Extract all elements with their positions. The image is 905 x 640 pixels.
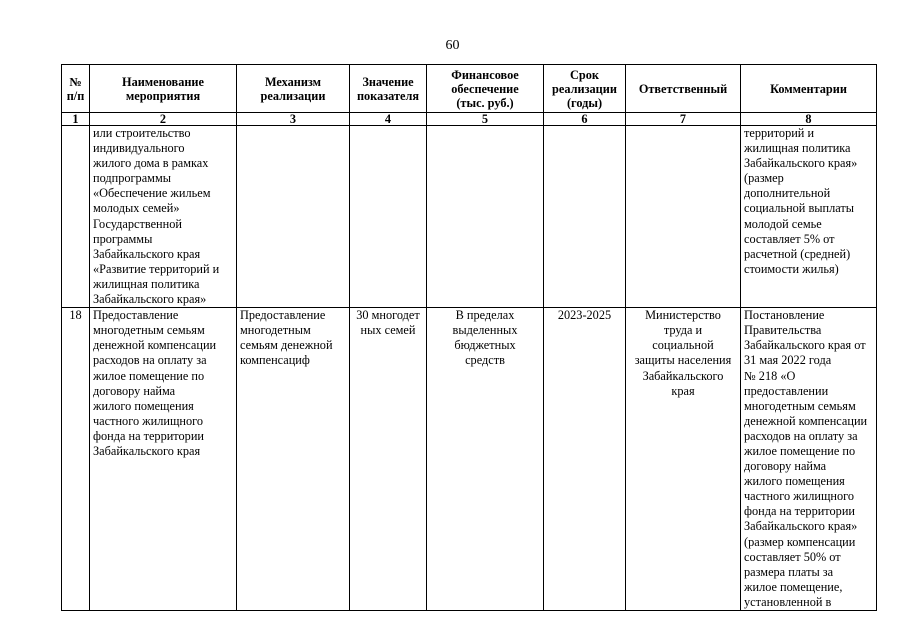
measures-table [61, 64, 877, 611]
column-number: 3 [237, 113, 350, 126]
column-number: 4 [350, 113, 427, 126]
cell-name: или строительство индивидуального жилого дома в рамках подпрограммы «Обеспечение жильем молодых семей» Государственной программы Забайкальского края «Развитие территорий и жилищная политика Забайкальского края» [90, 126, 237, 308]
column-number: 1 [62, 113, 90, 126]
cell-mechanism [237, 126, 350, 308]
column-number: 2 [90, 113, 237, 126]
header-name: Наименование мероприятия [90, 65, 237, 113]
header-responsible: Ответственный [626, 65, 741, 113]
header-mechanism: Механизм реализации [237, 65, 350, 113]
page-number: 60 [445, 38, 460, 53]
cell-comments: Постановление Правительства Забайкальского края от 31 мая 2022 года № 218 «О предоставлении многодетным семьям денежной компенсации расходов на оплату за жилое помещение по договору найма жилого помещения частного жилищного фонда на территории Забайкальского края» (размер компенсации составляет 50% от размера платы за жилое помещение, установленной в [741, 308, 877, 611]
column-number: 6 [544, 113, 626, 126]
column-number: 8 [741, 113, 877, 126]
cell-indicator [350, 126, 427, 308]
cell-comments: территорий и жилищная политика Забайкальского края» (размер дополнительной социальной выплаты молодой семье составляет 5% от расчетной (средней) стоимости жилья) [741, 126, 877, 308]
header-indicator: Значение показателя [350, 65, 427, 113]
header-period: Срок реализации (годы) [544, 65, 626, 113]
column-number: 5 [427, 113, 544, 126]
cell-name: Предоставление многодетным семьям денежной компенсации расходов на оплату за жилое помещение по договору найма жилого помещения частного жилищного фонда на территории Забайкальского края [90, 308, 237, 611]
cell-responsible [626, 126, 741, 308]
header-comments: Комментарии [741, 65, 877, 113]
cell-indicator: 30 многодет ных семей [350, 308, 427, 611]
cell-financing: В пределах выделенных бюджетных средств [427, 308, 544, 611]
cell-mechanism: Предоставление многодетным семьям денежной компенсациф [237, 308, 350, 611]
column-number: 7 [626, 113, 741, 126]
cell-period: 2023-2025 [544, 308, 626, 611]
column-number-row [62, 113, 877, 126]
cell-no: 18 [62, 308, 90, 611]
header-row [62, 65, 877, 113]
cell-responsible: Министерство труда и социальной защиты населения Забайкальского края [626, 308, 741, 611]
cell-period [544, 126, 626, 308]
header-no: № п/п [62, 65, 90, 113]
header-financing: Финансовое обеспечение (тыс. руб.) [427, 65, 544, 113]
table-row [62, 126, 877, 308]
cell-no [62, 126, 90, 308]
table-row [62, 308, 877, 611]
cell-financing [427, 126, 544, 308]
